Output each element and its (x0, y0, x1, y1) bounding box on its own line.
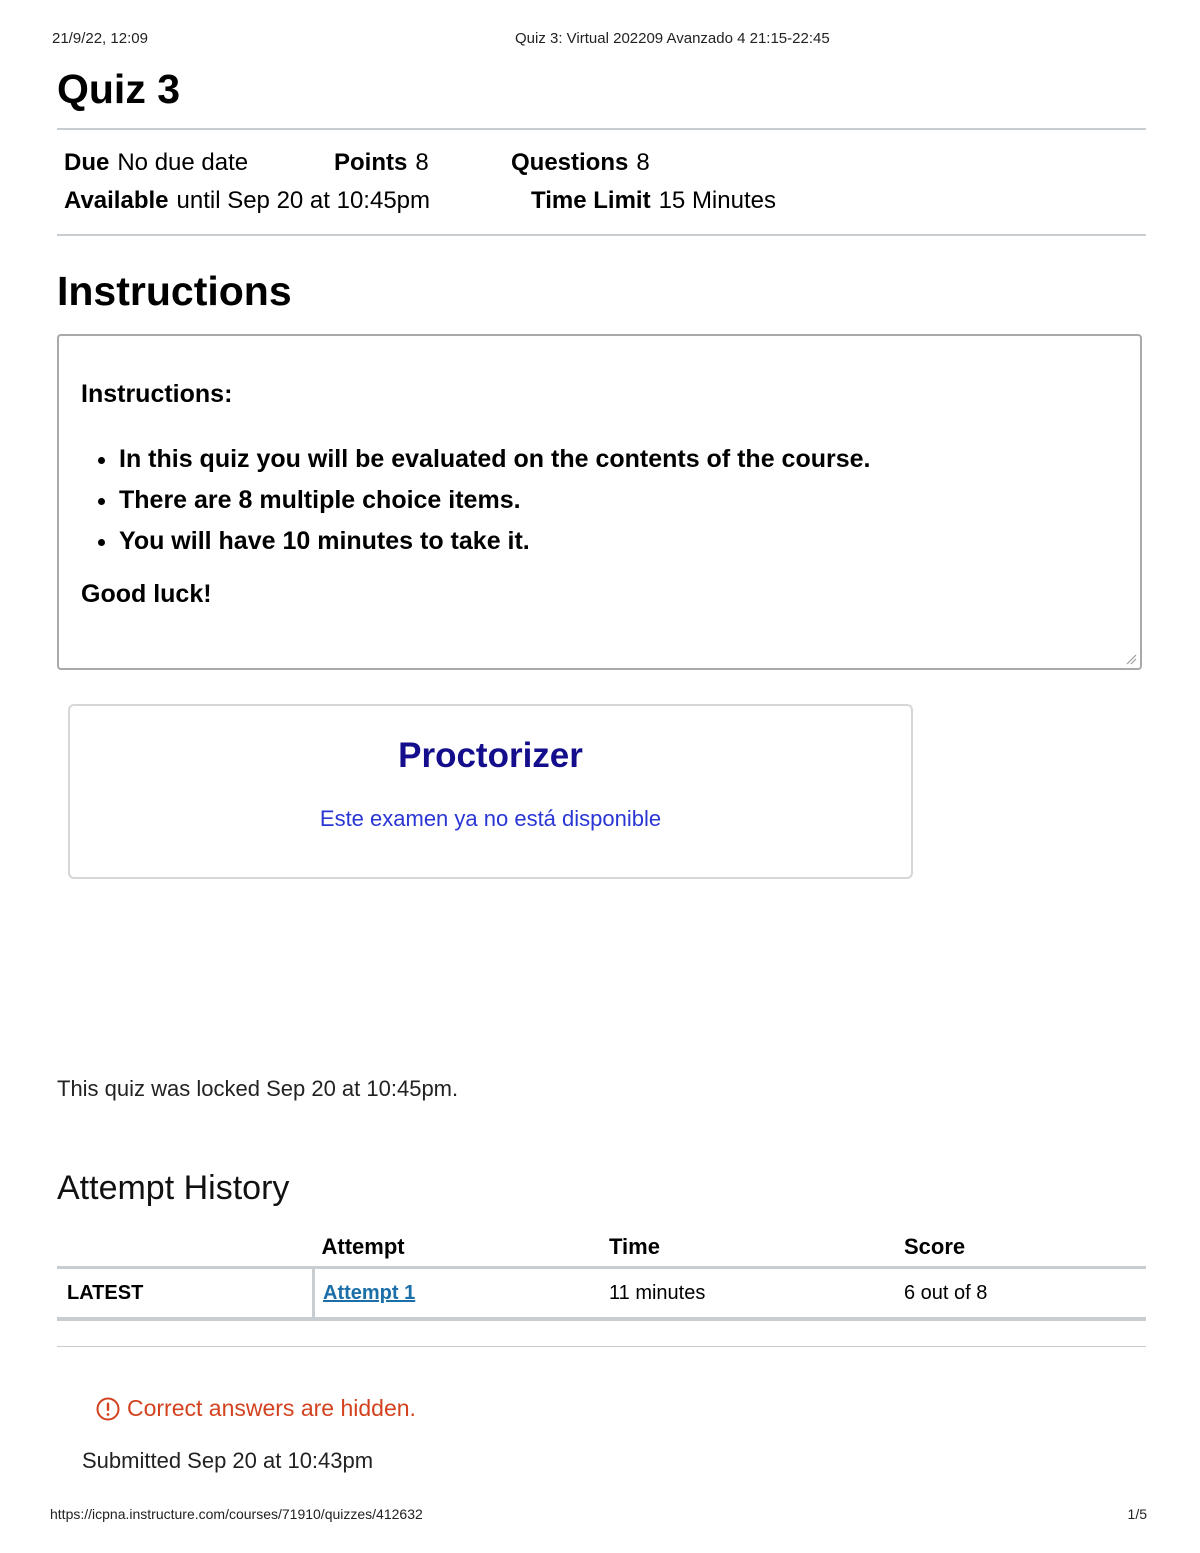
table-row (57, 1268, 1146, 1320)
questions-value: 8 (636, 149, 650, 176)
time-limit-value: 15 Minutes (658, 187, 776, 214)
score-cell: 6 out of 8 (904, 1268, 1146, 1320)
instructions-label: Instructions: (81, 380, 233, 408)
divider (57, 1346, 1146, 1347)
submitted-timestamp: Submitted Sep 20 at 10:43pm (82, 1448, 374, 1473)
instructions-closing: Good luck! (81, 580, 212, 608)
column-header (57, 1228, 314, 1268)
questions-label: Questions (511, 149, 629, 176)
alert-circle-icon (96, 1397, 120, 1421)
attempt-link[interactable]: Attempt 1 (323, 1281, 416, 1304)
proctorizer-panel (68, 704, 913, 879)
answers-hidden-text: Correct answers are hidden. (127, 1395, 416, 1421)
print-footer-page: 1/5 (1127, 1506, 1147, 1522)
available-info (64, 186, 430, 216)
due-label: Due (64, 149, 110, 176)
proctorizer-message: Este examen ya no está disponible (319, 806, 662, 831)
time-limit-info (531, 186, 776, 216)
instructions-box[interactable] (57, 334, 1142, 670)
time-limit-label: Time Limit (531, 187, 651, 214)
time-cell: 11 minutes (609, 1268, 904, 1320)
print-header-date: 21/9/22, 12:09 (52, 30, 148, 47)
column-header-score: Score (904, 1228, 1146, 1268)
available-value: until Sep 20 at 10:45pm (176, 187, 431, 214)
due-value: No due date (117, 149, 249, 176)
points-info (334, 148, 429, 178)
table-header-row (57, 1228, 1146, 1268)
instructions-list (81, 439, 870, 562)
print-footer-url: https://icpna.instructure.com/courses/71910/quizzes/412632 (50, 1506, 423, 1522)
proctorizer-title: Proctorizer (398, 736, 583, 775)
list-item: • There are 8 multiple choice items. (119, 480, 870, 521)
due-info (64, 148, 248, 178)
column-header-time: Time (609, 1228, 904, 1268)
divider (57, 128, 1146, 130)
list-item: • In this quiz you will be evaluated on the contents of the course. (119, 439, 870, 480)
page-title: Quiz 3 (57, 66, 181, 112)
answers-hidden-notice (96, 1395, 416, 1422)
print-header-title: Quiz 3: Virtual 202209 Avanzado 4 21:15-22:45 (515, 30, 830, 47)
attempt-history-table (57, 1228, 1146, 1321)
points-value: 8 (415, 149, 429, 176)
column-header-attempt: Attempt (314, 1228, 610, 1268)
attempt-cell (314, 1268, 610, 1320)
list-item: • You will have 10 minutes to take it. (119, 521, 870, 562)
instructions-heading: Instructions (57, 268, 292, 314)
available-label: Available (64, 187, 169, 214)
attempt-history-heading: Attempt History (57, 1169, 290, 1207)
latest-label: LATEST (57, 1268, 314, 1320)
divider (57, 234, 1146, 236)
resize-handle-icon[interactable] (1125, 653, 1137, 665)
points-label: Points (334, 149, 408, 176)
questions-info (511, 148, 650, 178)
locked-notice: This quiz was locked Sep 20 at 10:45pm. (57, 1076, 459, 1101)
